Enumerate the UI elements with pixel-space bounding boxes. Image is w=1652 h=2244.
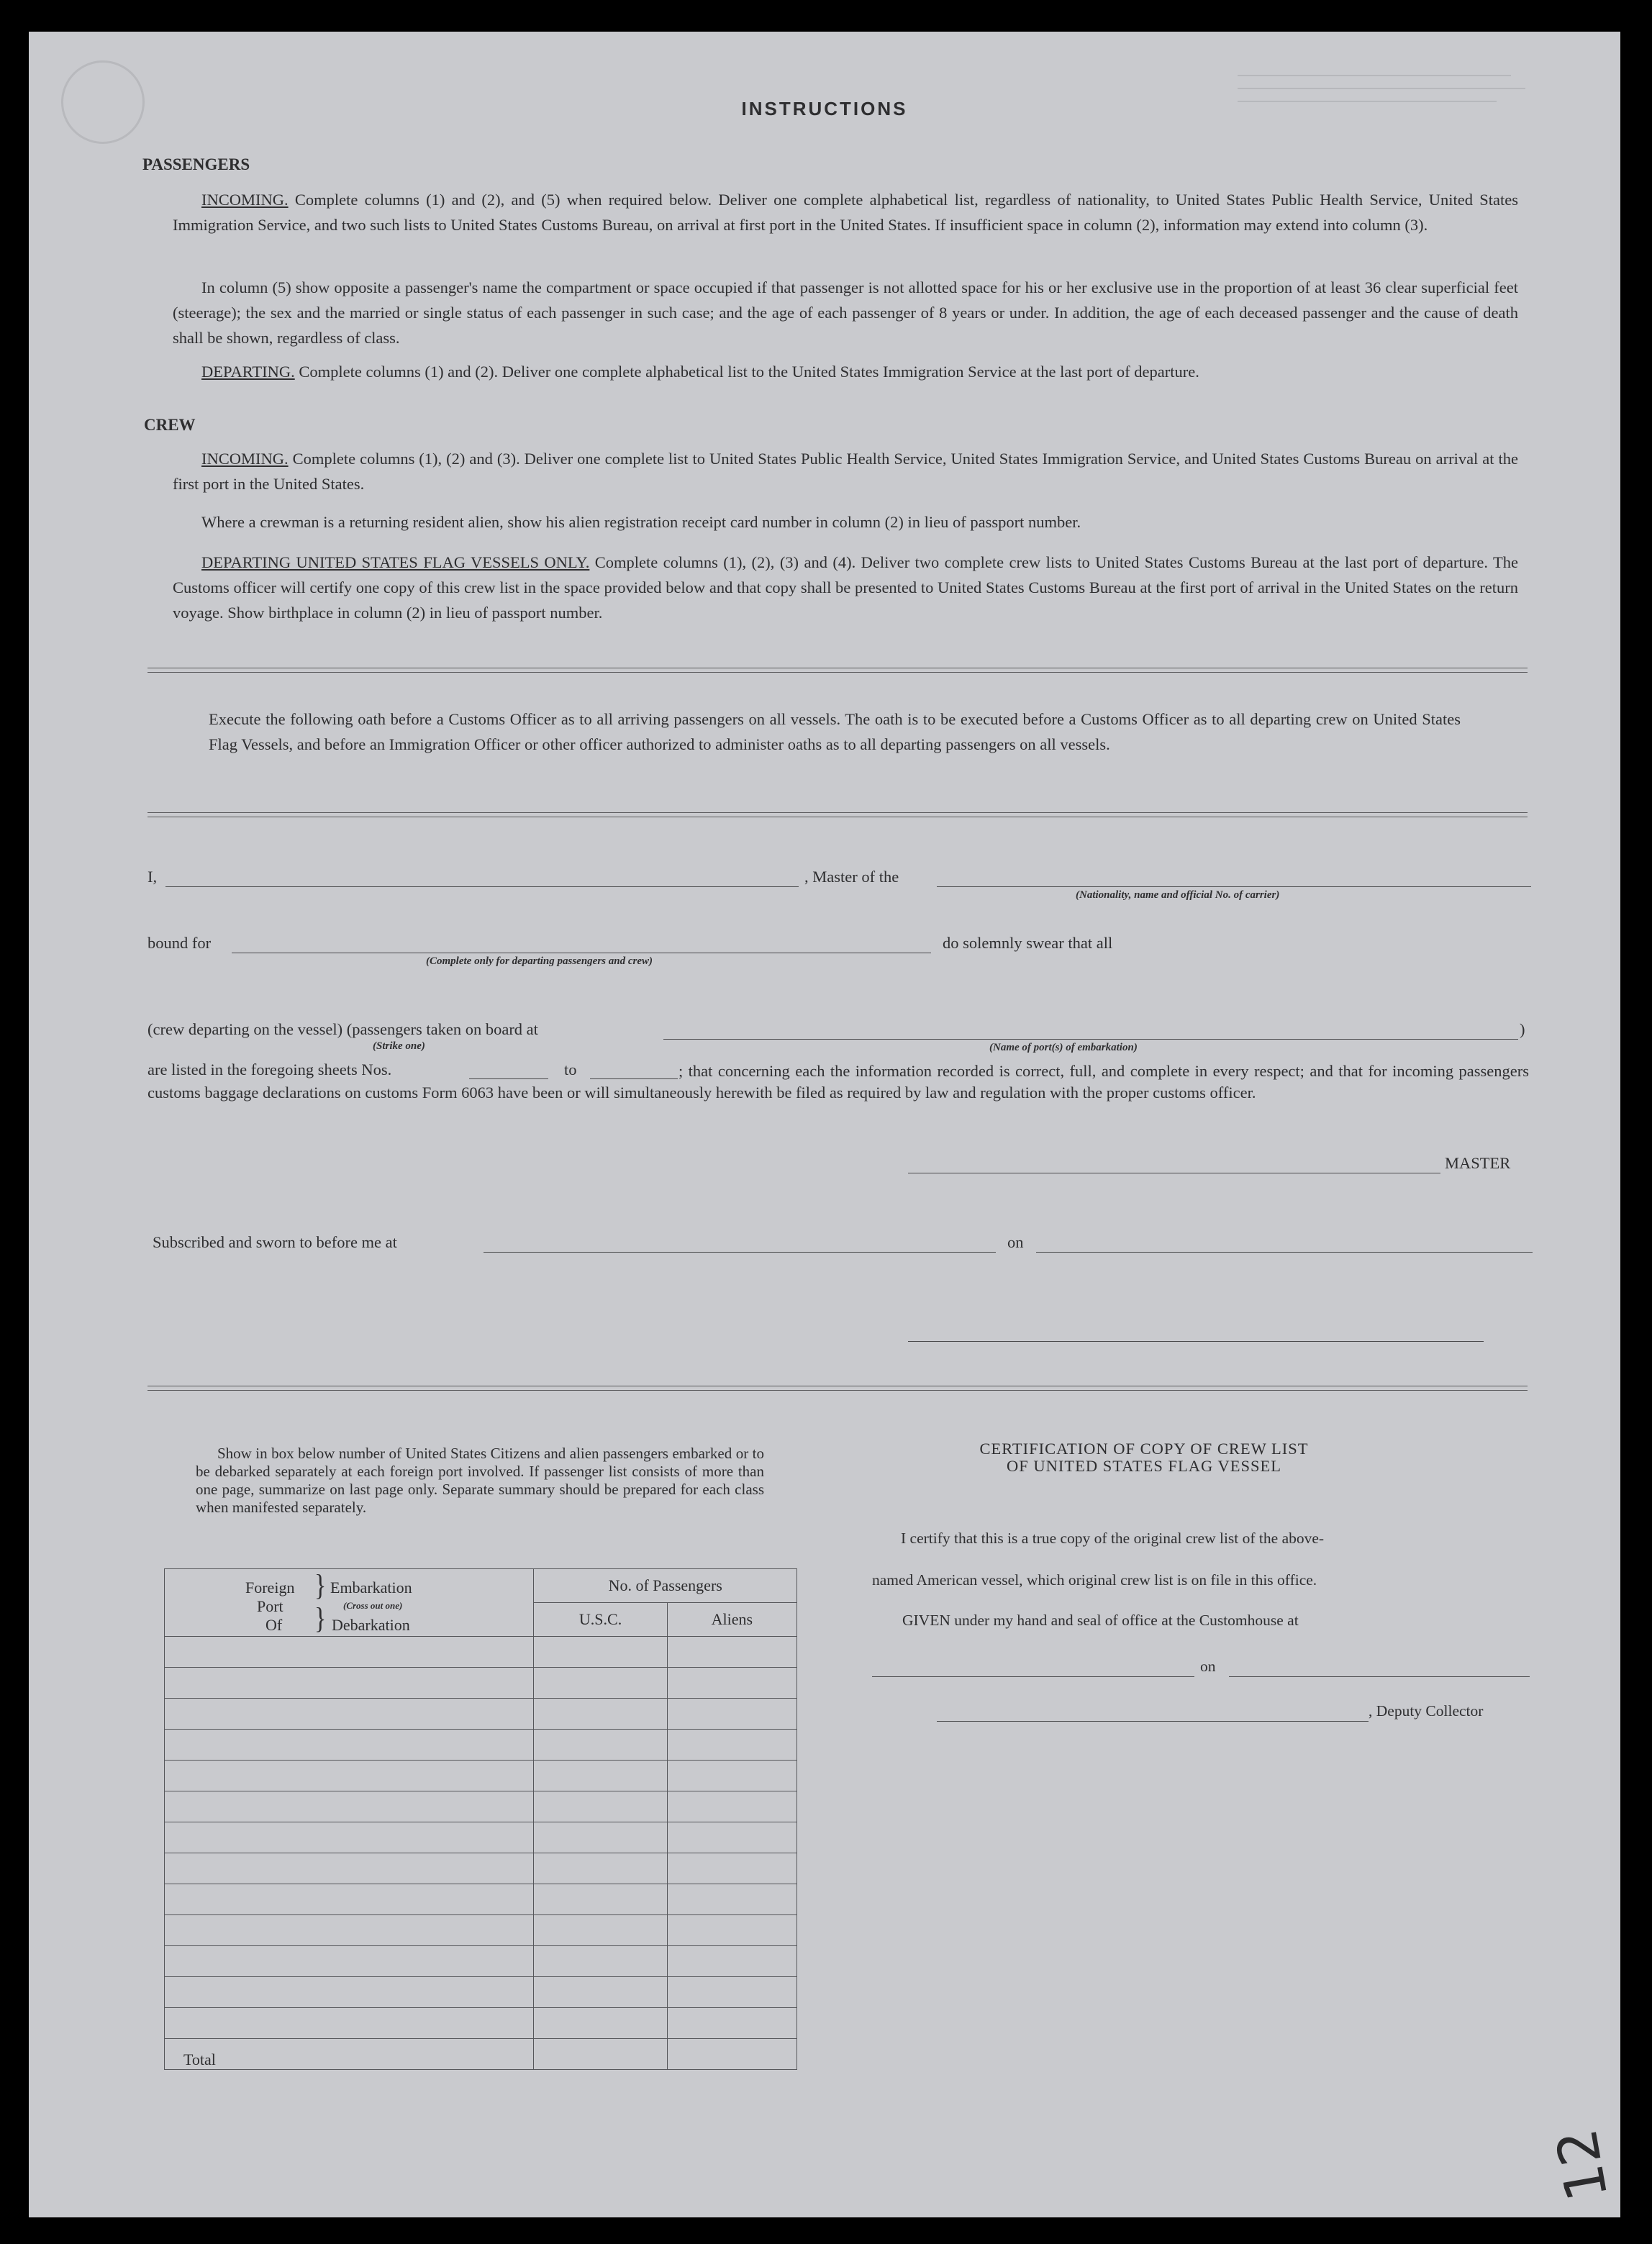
aliens-cell[interactable] [667, 1637, 796, 1668]
usc-cell[interactable] [534, 1884, 667, 1915]
aliens-cell[interactable] [667, 2008, 796, 2039]
crew-returning-paragraph [173, 509, 1518, 535]
certification-on-label: on [1200, 1658, 1216, 1675]
table-row [165, 1699, 797, 1730]
crew-incoming-text: Complete columns (1), (2) and (3). Deliver one complete list to United States Public Health Service, United States Immigration Service, and United States Customs Bureau on arrival at the first port in the United States. [173, 450, 1518, 493]
passengers-departing-text: Complete columns (1) and (2). Deliver one complete alphabetical list to the United States Immigration Service at the last port of departure. [299, 363, 1199, 381]
certification-heading [885, 1440, 1403, 1475]
bound-for-caption: (Complete only for departing passengers and crew) [426, 955, 653, 967]
port-cell[interactable] [165, 1730, 534, 1761]
total-aliens-cell[interactable] [667, 2039, 796, 2070]
aliens-cell[interactable] [667, 1822, 796, 1853]
passengers-heading: PASSENGERS [142, 155, 250, 173]
nationality-caption: (Nationality, name and official No. of carrier) [1076, 889, 1280, 901]
deputy-signature-field[interactable] [937, 1721, 1369, 1722]
crew-incoming-label: INCOMING. [201, 450, 289, 468]
ports-caption: (Name of port(s) of embarkation) [989, 1042, 1138, 1053]
subscribed-on-label: on [1007, 1233, 1024, 1251]
aliens-cell[interactable] [667, 1791, 796, 1822]
usc-cell[interactable] [534, 1637, 667, 1668]
usc-cell[interactable] [534, 1699, 667, 1730]
port-label: Port [257, 1596, 283, 1615]
passengers-departing-label: DEPARTING. [201, 363, 295, 381]
usc-cell[interactable] [534, 1853, 667, 1884]
port-cell[interactable] [165, 1915, 534, 1946]
aliens-cell[interactable] [667, 1946, 796, 1977]
port-cell[interactable] [165, 1761, 534, 1791]
officer-signature-field[interactable] [908, 1341, 1484, 1342]
subscribed-date-field[interactable] [1036, 1252, 1533, 1253]
port-cell[interactable] [165, 1977, 534, 2008]
passengers-departing-paragraph [173, 359, 1518, 384]
deputy-collector-label: , Deputy Collector [1369, 1702, 1484, 1720]
table-row [165, 1791, 797, 1822]
bound-for-label: bound for [148, 934, 212, 952]
crew-departing-label: DEPARTING UNITED STATES FLAG VESSELS ONLY. [201, 553, 590, 571]
summary-instructions-paragraph [196, 1445, 764, 1517]
aliens-cell[interactable] [667, 1699, 796, 1730]
usc-cell[interactable] [534, 1946, 667, 1977]
passenger-summary-table [164, 1568, 797, 2070]
crew-returning-text: Where a crewman is a returning resident alien, show his alien registration receipt card number in column (2) in lieu of passport number. [201, 513, 1081, 531]
listed-in-label: are listed in the foregoing sheets Nos. [148, 1060, 392, 1078]
port-cell[interactable] [165, 2008, 534, 2039]
brace-icon: } [314, 1569, 327, 1602]
section-divider-1 [148, 668, 1528, 673]
to-label: to [564, 1060, 577, 1078]
port-header-cell [165, 1569, 534, 1637]
brace-icon-2: } [314, 1602, 327, 1635]
oath-i-label: I, [148, 868, 158, 886]
no-of-passengers-header: No. of Passengers [534, 1569, 797, 1603]
certification-heading-line1: CERTIFICATION OF COPY OF CREW LIST [979, 1440, 1309, 1458]
aliens-cell[interactable] [667, 1761, 796, 1791]
crew-heading: CREW [144, 416, 196, 434]
subscribed-place-field[interactable] [484, 1252, 996, 1253]
port-cell[interactable] [165, 1822, 534, 1853]
section-divider-3 [148, 1386, 1528, 1391]
certification-text-1: I certify that this is a true copy of the original crew list of the above- [901, 1530, 1325, 1547]
aliens-header: Aliens [667, 1603, 796, 1637]
port-cell[interactable] [165, 1668, 534, 1699]
aliens-cell[interactable] [667, 1853, 796, 1884]
total-usc-cell[interactable] [534, 2039, 667, 2070]
table-row [165, 1884, 797, 1915]
certification-date-field[interactable] [1229, 1676, 1530, 1677]
table-row [165, 1668, 797, 1699]
crew-departing-paragraph [173, 550, 1518, 625]
master-of-label: , Master of the [804, 868, 899, 886]
table-row [165, 1822, 797, 1853]
certification-given: GIVEN under my hand and seal of office at the Customhouse at [902, 1612, 1299, 1629]
table-row [165, 1761, 797, 1791]
table-row [165, 1915, 797, 1946]
concerning-paragraph [148, 1060, 1529, 1104]
crew-incoming-paragraph [173, 446, 1518, 496]
port-cell[interactable] [165, 1853, 534, 1884]
aliens-cell[interactable] [667, 1884, 796, 1915]
crew-departing-label-line: (crew departing on the vessel) (passengers taken on board at [148, 1020, 538, 1038]
foreign-label: Foreign [245, 1578, 295, 1596]
page-title: INSTRUCTIONS [741, 98, 908, 119]
total-row [165, 2039, 797, 2070]
crew-departing-text: Complete columns (1), (2), (3) and (4). Deliver two complete crew lists to United States Customs Bureau at the last port of departure. The Customs officer will certify one copy of this crew list in the space provided below and that copy shall be presented to United States Customs Bureau at the first port of arrival in the United States on the return voyage. Show birthplace in column (2) in lieu of passport number. [173, 553, 1518, 622]
certification-text-2: named American vessel, which original crew list is on file in this office. [872, 1571, 1317, 1589]
close-paren: ) [1520, 1020, 1525, 1038]
oath-instructions-text: Execute the following oath before a Customs Officer as to all arriving passengers on all vessels. The oath is to be executed before a Customs Officer as to all departing crew on United States Flag Vessels, and before an Immigration Officer or other officer authorized to administer oaths as to all departing passengers on all vessels. [209, 710, 1461, 753]
customhouse-field[interactable] [872, 1676, 1194, 1677]
handwritten-page-number: 12 [1544, 2124, 1621, 2206]
master-label: MASTER [1445, 1154, 1511, 1172]
table-row [165, 2008, 797, 2039]
usc-cell[interactable] [534, 1915, 667, 1946]
port-cell[interactable] [165, 1637, 534, 1668]
master-name-field[interactable] [165, 886, 799, 887]
carrier-field[interactable] [937, 886, 1531, 887]
concerning-text: ; that concerning each the information recorded is correct, full, and complete in every respect; and that for incoming passengers customs baggage declarations on customs Form 6063 have been or will simultaneously herewith be filed as required by law and regulation with the proper customs officer. [148, 1062, 1529, 1101]
table-row [165, 1730, 797, 1761]
strike-one-caption: (Strike one) [373, 1040, 425, 1052]
table-row [165, 1977, 797, 2008]
passengers-column5-text: In column (5) show opposite a passenger's name the compartment or space occupied if that passenger is not allotted space for his or her exclusive use in the proportion of at least 36 clear superficial feet (steerage); the sex and the married or single status of each passenger in such case; and the age of each passenger of 8 years or under. In addition, the age of each deceased passenger and the cause of death shall be shown, regardless of class. [173, 278, 1518, 347]
port-cell[interactable] [165, 1884, 534, 1915]
passengers-column5-paragraph [173, 275, 1518, 350]
usc-header: U.S.C. [534, 1603, 667, 1637]
of-label: Of [266, 1615, 283, 1634]
aliens-cell[interactable] [667, 1915, 796, 1946]
port-cell[interactable] [165, 1946, 534, 1977]
swear-label: do solemnly swear that all [943, 934, 1113, 952]
table-row [165, 1853, 797, 1884]
certification-heading-line2: OF UNITED STATES FLAG VESSEL [1006, 1457, 1282, 1475]
passengers-incoming-text: Complete columns (1) and (2), and (5) when required below. Deliver one complete alphabetical list, regardless of nationality, to United States Public Health Service, United States Immigration Service, and two such lists to United States Customs Bureau, on arrival at first port in the United States. If insufficient space in column (2), information may extend into column (3). [173, 191, 1518, 234]
aliens-cell[interactable] [667, 1730, 796, 1761]
oath-instructions-paragraph [209, 707, 1461, 757]
port-cell[interactable] [165, 1791, 534, 1822]
usc-cell[interactable] [534, 1730, 667, 1761]
usc-cell[interactable] [534, 1668, 667, 1699]
section-divider-2 [148, 812, 1528, 817]
aliens-cell[interactable] [667, 1977, 796, 2008]
subscribed-label: Subscribed and sworn to before me at [153, 1233, 397, 1251]
usc-cell[interactable] [534, 1977, 667, 2008]
port-cell[interactable] [165, 1699, 534, 1730]
aliens-cell[interactable] [667, 1668, 796, 1699]
usc-cell[interactable] [534, 1791, 667, 1822]
usc-cell[interactable] [534, 2008, 667, 2039]
table-row [165, 1637, 797, 1668]
passengers-incoming-label: INCOMING. [201, 191, 289, 209]
total-label: Total [165, 2039, 534, 2070]
debarkation-label: Debarkation [332, 1615, 410, 1634]
cross-out-caption: (Cross out one) [343, 1599, 403, 1611]
embarkation-port-field[interactable] [663, 1039, 1518, 1040]
usc-cell[interactable] [534, 1822, 667, 1853]
table-row [165, 1946, 797, 1977]
usc-cell[interactable] [534, 1761, 667, 1791]
form-page [29, 32, 1620, 2217]
passengers-incoming-paragraph [173, 187, 1518, 237]
summary-instructions-text: Show in box below number of United States Citizens and alien passengers embarked or to be debarked separately at each foreign port involved. If passenger list consists of more than one page, summarize on last page only. Separate summary should be prepared for each class when manifested separately. [196, 1445, 764, 1516]
embarkation-label: Embarkation [330, 1578, 412, 1596]
